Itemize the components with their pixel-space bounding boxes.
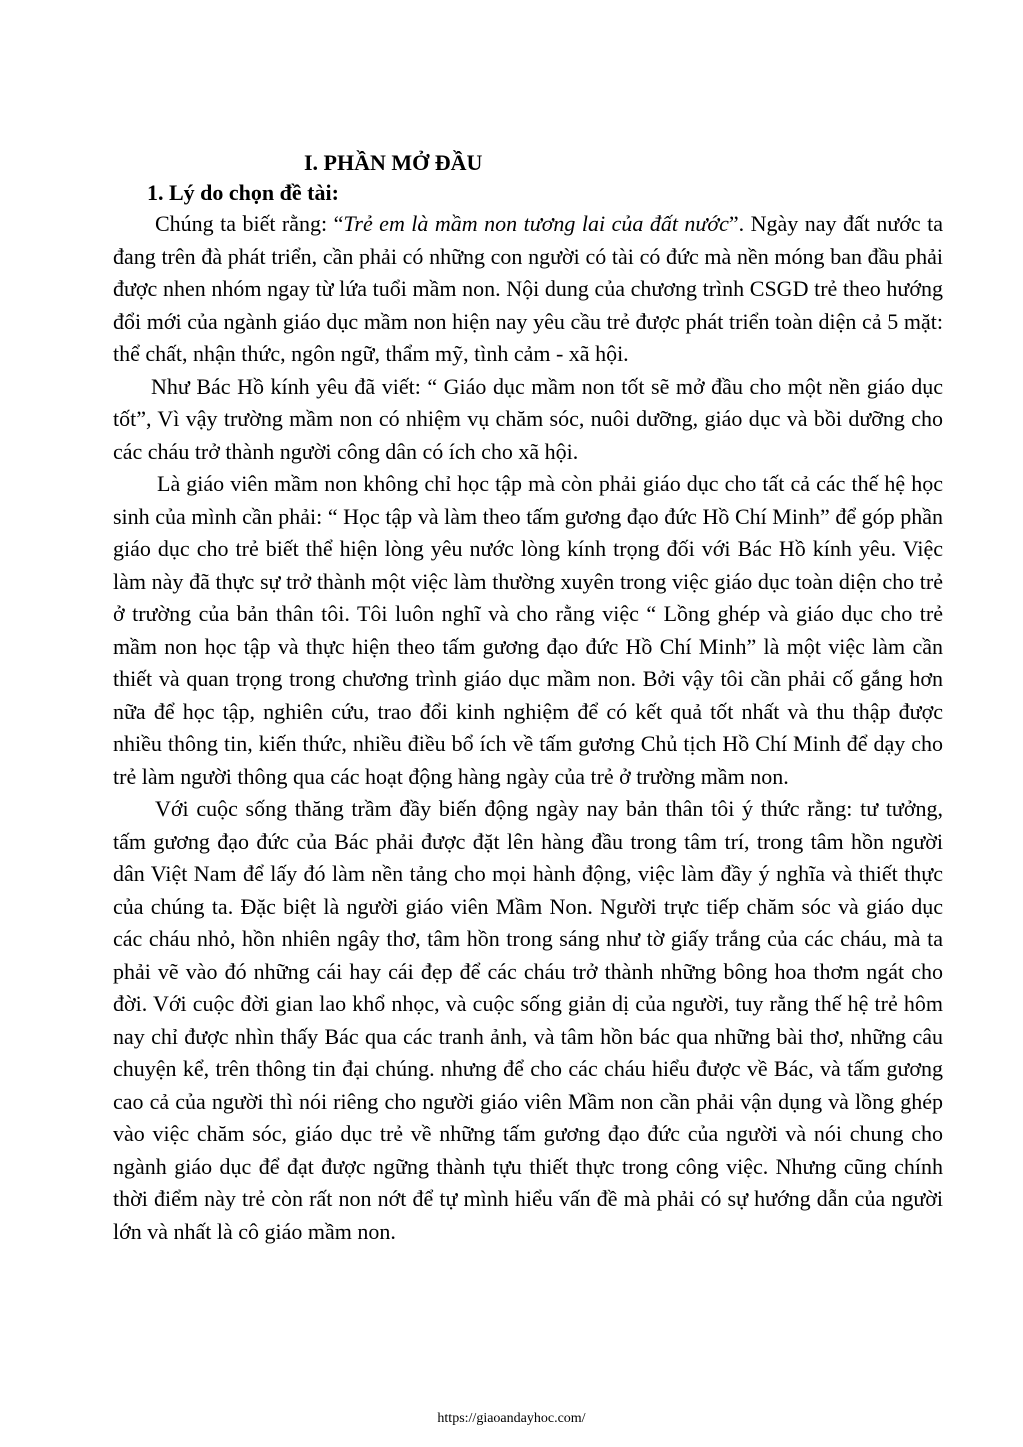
paragraph-1-rest: ”. Ngày nay đất nước ta đang trên đà phát triển, cần phải có những con người có tài có đức mà nền móng ban đầu phải được nhen nhóm ngay từ lứa tuổi mầm non. Nội dung của chương trình CSGD trẻ theo hướng đổi mới của ngành giáo dục mầm non hiện nay yêu cầu trẻ được phát triển toàn diện cả 5 mặt: thể chất, nhận thức, ngôn ngữ, thẩm mỹ, tình cảm - xã hội. [113,211,943,366]
paragraph-3: Là giáo viên mầm non không chỉ học tập mà còn phải giáo dục cho tất cả các thế hệ học sinh của mình cần phải: “ Học tập và làm theo tấm gương đạo đức Hồ Chí Minh” để góp phần giáo dục cho trẻ biết thể hiện lòng yêu nước lòng kính trọng đối với Bác Hồ kính yêu. Việc làm này đã thực sự trở thành một việc làm thường xuyên trong việc giáo dục toàn diện cho trẻ ở trường của bản thân tôi. Tôi luôn nghĩ và cho rằng việc “ Lồng ghép và giáo dục cho trẻ mầm non học tập và thực hiện theo tấm gương đạo đức Hồ Chí Minh” là một việc làm cần thiết và quan trọng trong chương trình giáo dục mầm non. Bởi vậy tôi cần phải cố gắng hơn nữa để học tập, nghiên cứu, trao đổi kinh nghiệm để có kết quả tốt nhất và thu thập được nhiều thông tin, kiến thức, nhiều điều bổ ích về tấm gương Chủ tịch Hồ Chí Minh để dạy cho trẻ làm người thông qua các hoạt động hàng ngày của trẻ ở trường mầm non. [113,471,943,789]
section-heading: I. PHẦN MỞ ĐẦU [304,150,483,175]
paragraph-1 [113,208,943,371]
subsection-heading: 1. Lý do chọn đề tài: [147,180,339,205]
paragraph-1-lead: Chúng ta biết rằng: “ [155,211,344,236]
paragraph-1-quote: Trẻ em là mầm non tương lai của đất nước [343,211,729,236]
footer-url: https://giaoandayhoc.com/ [437,1411,586,1426]
document-page [113,148,943,1248]
paragraph-4: Với cuộc sống thăng trầm đầy biến động ngày nay bản thân tôi ý thức rằng: tư tưởng, tấm gương đạo đức của Bác phải được đặt lên hàng đầu trong tâm trí, trong tâm hồn người dân Việt Nam để lấy đó làm nền tảng cho mọi hành động, việc làm đầy ý nghĩa và thiết thực của chúng ta. Đặc biệt là người giáo viên Mầm Non. Người trực tiếp chăm sóc và giáo dục các cháu nhỏ, hồn nhiên ngây thơ, tâm hồn trong sáng như tờ giấy trắng của các cháu, mà ta phải vẽ vào đó những cái hay cái đẹp để các cháu trở thành những bông hoa thơm ngát cho đời. Với cuộc đời gian lao khổ nhọc, và cuộc sống giản dị của người, tuy rằng thế hệ trẻ hôm nay chỉ được nhìn thấy Bác qua các tranh ảnh, và tâm hồn bác qua những bài thơ, những câu chuyện kể, trên thông tin đại chúng. nhưng để cho các cháu hiểu được về Bác, và tấm gương cao cả của người thì nói riêng cho người giáo viên Mầm non cần phải vận dụng và lồng ghép vào việc chăm sóc, giáo dục trẻ về những tấm gương đạo đức của người và nói chung cho ngành giáo dục để đạt được ngững thành tựu thiết thực trong công việc. Nhưng cũng chính thời điểm này trẻ còn rất non nớt để tự mình hiểu vấn đề mà phải có sự hướng dẫn của người lớn và nhất là cô giáo mầm non. [113,796,943,1244]
paragraph-2: Như Bác Hồ kính yêu đã viết: “ Giáo dục mầm non tốt sẽ mở đầu cho một nền giáo dục tốt”, Vì vậy trường mầm non có nhiệm vụ chăm sóc, nuôi dưỡng, giáo dục và bồi dưỡng cho các cháu trở thành người công dân có ích cho xã hội. [113,373,943,464]
